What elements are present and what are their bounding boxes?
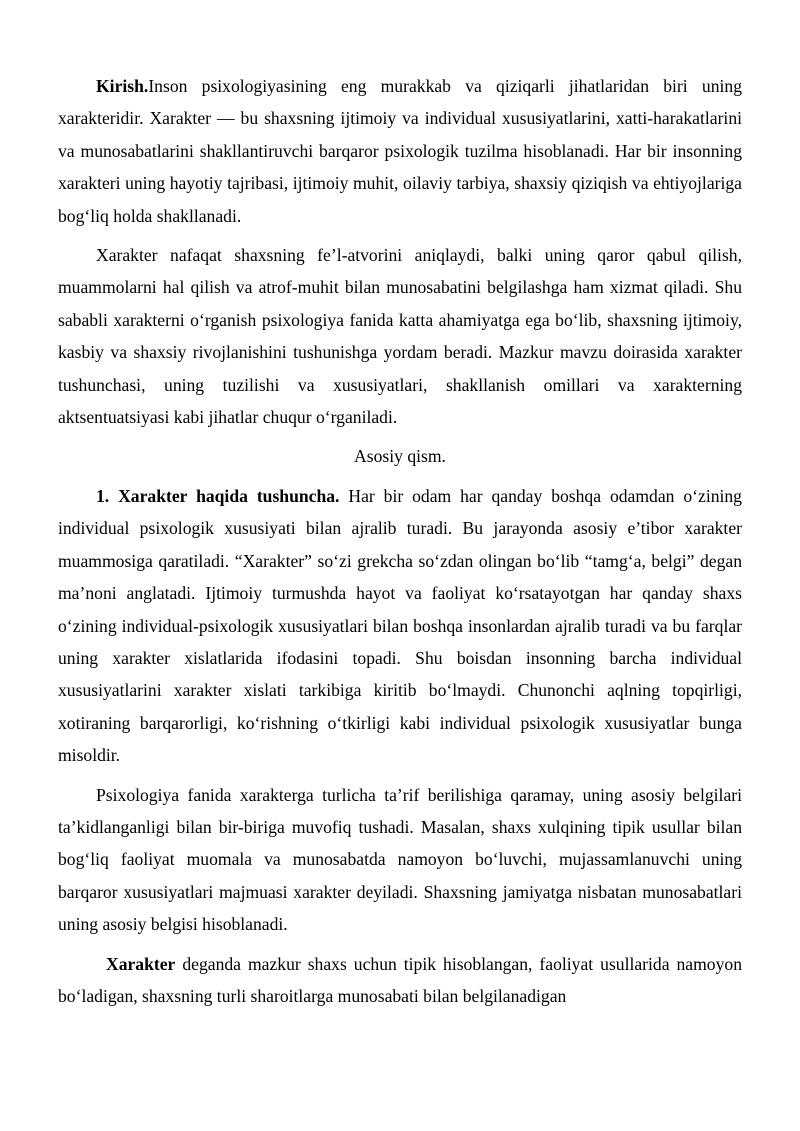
subsection-heading: 1. Xarakter haqida tushuncha. (96, 485, 340, 506)
paragraph-character-term (58, 948, 742, 1013)
document-page (58, 70, 742, 1019)
paragraph-introduction (58, 70, 742, 232)
paragraph-character-concept (58, 480, 742, 772)
paragraph-text: Xarakter nafaqat shaxsning fe’l-atvorini aniqlaydi, balki uning qaror qabul qilish, muammolarni hal qilish va atrof-muhit bilan munosabatini belgilashga ham xizmat qiladi. Shu sababli xarakterni o‘rganish psixologiya fanida katta ahamiyatga ega bo‘lib, shaxsning ijtimoiy, kasbiy va shaxsiy rivojlanishini tushunishga yordam beradi. Mazkur mavzu doirasida xarakter tushunchasi, uning tuzilishi va xususiyatlari, shakllanish omillari va xarakterning aktsentuatsiyasi kabi jihatlar chuqur o‘rganiladi. (58, 245, 742, 428)
section-heading-main-part: Asosiy qism. (354, 446, 446, 467)
introduction-text: Inson psixologiyasining eng murakkab va qiziqarli jihatlaridan biri uning xarakteridir. Xarakter — bu shaxsning ijtimoiy va individual xususiyatlarini, xatti-harakatlarini va munosabatlarini shakllantiruvchi barqaror psixologik tuzilma hisoblanadi. Har bir insonning xarakteri uning hayotiy tajribasi, ijtimoiy muhit, oilaviy tarbiya, shaxsiy qiziqish va ehtiyojlariga bog‘liq holda shakllanadi. (58, 76, 742, 226)
paragraph-character-importance (58, 239, 742, 433)
paragraph-text: deganda mazkur shaxs uchun tipik hisoblangan, faoliyat usullarida namoyon bo‘ladigan, shaxsning turli sharoitlarga munosabati bilan belgilanadigan (58, 953, 742, 1006)
paragraph-text: Har bir odam har qanday boshqa odamdan o‘zining individual psixologik xususiyati bilan ajralib turadi. Bu jarayonda asosiy e’tibor xarakter muammosiga qaratiladi. “Xarakter” so‘zi grekcha so‘zdan olingan bo‘lib “tamg‘a, belgi” degan ma’noni anglatadi. Ijtimoiy turmushda hayot va faoliyat ko‘rsatayotgan har qanday shaxs o‘zining individual-psixologik xususiyatlari bilan boshqa insonlardan ajralib turadi va bu farqlar uning xarakter xislatlarida ifodasini topadi. Shu boisdan insonning barcha individual xususiyatlarini xarakter xislati tarkibiga kiritib bo‘lmaydi. Chunonchi aqlning topqirligi, xotiraning barqarorligi, ko‘rishning o‘tkirligi kabi individual psixologik xususiyatlar bunga misoldir. (58, 485, 742, 766)
paragraph-text: Psixologiya fanida xarakterga turlicha ta’rif berilishiga qaramay, uning asosiy belgilari ta’kidlanganligi bilan bir-biriga muvofiq tushadi. Masalan, shaxs xulqining tipik usullar bilan bog‘liq faoliyat muomala va munosabatda namoyon bo‘luvchi, mujassamlanuvchi uning barqaror xususiyatlari majmuasi xarakter deyiladi. Shaxsning jamiyatga nisbatan munosabatlari uning asosiy belgisi hisoblanadi. (58, 784, 742, 935)
paragraph-character-definition (58, 779, 742, 941)
introduction-lead: Kirish. (96, 76, 149, 96)
term-lead: Xarakter (106, 953, 176, 974)
